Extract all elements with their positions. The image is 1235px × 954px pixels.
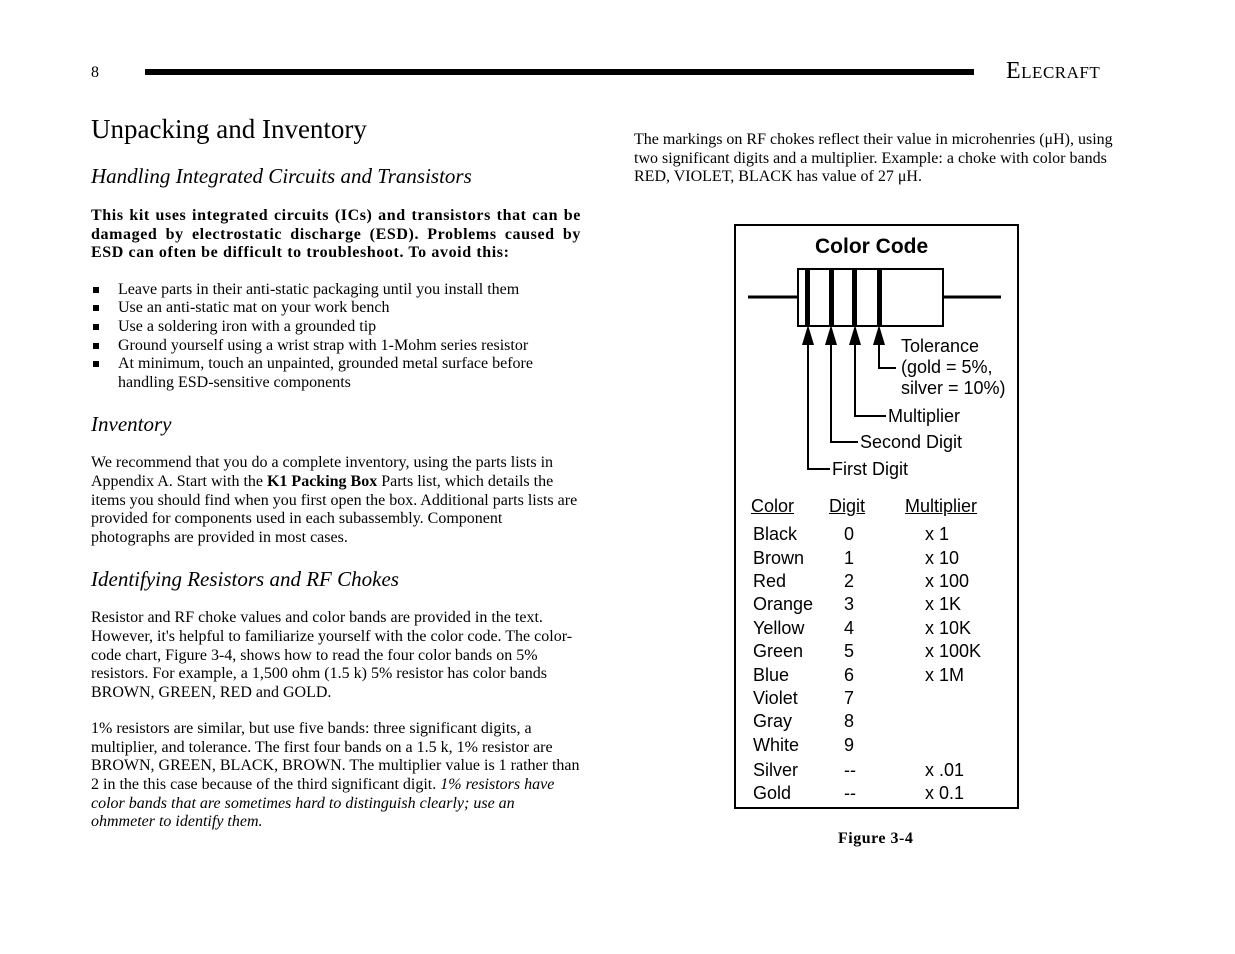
- digit-cell: --: [844, 760, 856, 780]
- leader-second-digit: [831, 345, 858, 442]
- table-header-digit: Digit: [829, 496, 866, 516]
- color-cell: Silver: [753, 760, 799, 780]
- list-item: Use an anti-static mat on your work bench: [91, 299, 581, 318]
- tolerance-label-line-2: (gold = 5%,: [901, 357, 993, 377]
- multiplier-cell: x 10K: [925, 618, 972, 638]
- tolerance-label: [901, 336, 1006, 399]
- list-item: At minimum, touch an unpainted, grounded metal surface before handling ESD-sensitive components: [91, 355, 581, 392]
- leader-first-digit: [808, 345, 830, 469]
- color-cell: Blue: [753, 665, 790, 685]
- figure-caption: Figure 3-4: [838, 830, 914, 847]
- color-cell: Gold: [753, 783, 792, 803]
- tolerance-label-line-1: Tolerance: [901, 336, 980, 356]
- digit-cell: 3: [844, 594, 855, 614]
- color-cell: Red: [753, 571, 787, 591]
- brand-rest: LECRAFT: [1021, 63, 1101, 82]
- color-cell: Violet: [753, 688, 798, 708]
- digit-cell: 7: [844, 688, 855, 708]
- left-column: [91, 112, 581, 832]
- table-header-color: Color: [751, 496, 795, 516]
- leader-tolerance: [879, 345, 896, 368]
- multiplier-cell: x 100K: [925, 641, 982, 661]
- arrow-tolerance: [873, 325, 885, 345]
- inventory-text-1: We recommend that you do a complete inventory, using the parts lists in Appendix A. Start with the: [91, 454, 554, 490]
- esd-warning: This kit uses integrated circuits (ICs) and transistors that can be damaged by electrostatic discharge (ESD). Problems caused by ESD can often be difficult to troubleshoot. To avoid this:: [91, 207, 581, 262]
- multiplier-label: Multiplier: [888, 406, 961, 426]
- page-number: 8: [91, 64, 99, 81]
- resistors-paragraph-1: Resistor and RF choke values and color bands are provided in the text. However, it's helpful to familiarize yourself with the color code. The color-code chart, Figure 3-4, shows how to read the four color bands on 5% resistors. For example, a 1,500 ohm (1.5 k) 5% resistor has color bands BROWN, GREEN, RED and GOLD.: [91, 609, 573, 701]
- header-rule: [145, 69, 974, 75]
- page-title: Unpacking and Inventory: [91, 114, 367, 144]
- digit-cell: 8: [844, 711, 855, 731]
- resistors-text-plain: 1% resistors are similar, but use five bands: three significant digits, a multiplier, and tolerance. The first four bands on a 1.5 k, 1% resistor are BROWN, GREEN, BLACK, BROWN. The multiplier value is 1 rather than 2 in the this case because of the third significant digit.: [91, 720, 580, 794]
- color-cell: Orange: [753, 594, 814, 614]
- band-first-digit: [805, 270, 810, 325]
- digit-cell: 9: [844, 735, 855, 755]
- first-digit-label: First Digit: [832, 459, 908, 479]
- color-code-figure: [734, 224, 1019, 809]
- brand-initial: E: [1006, 58, 1022, 84]
- leader-multiplier: [855, 345, 886, 416]
- multiplier-cell: x 1: [925, 524, 950, 544]
- esd-bullet-list: [91, 281, 581, 393]
- brand-name: [1006, 58, 1100, 85]
- digit-cell: 2: [844, 571, 855, 591]
- color-cell: Black: [753, 524, 798, 544]
- color-cell: Green: [753, 641, 804, 661]
- second-digit-label: Second Digit: [860, 432, 963, 452]
- arrow-second-digit: [825, 325, 837, 345]
- digit-cell: 6: [844, 665, 855, 685]
- arrow-multiplier: [849, 325, 861, 345]
- band-tolerance: [877, 270, 882, 325]
- inventory-paragraph: [91, 454, 581, 547]
- band-second-digit: [829, 270, 834, 325]
- multiplier-cell: x 10: [925, 548, 960, 568]
- color-code-title: Color Code: [815, 235, 929, 258]
- digit-cell: 4: [844, 618, 855, 638]
- multiplier-cell: x .01: [925, 760, 965, 780]
- color-cell: Gray: [753, 711, 793, 731]
- arrow-first-digit: [802, 325, 814, 345]
- digit-cell: --: [844, 783, 856, 803]
- tolerance-label-line-3: silver = 10%): [901, 378, 1006, 398]
- digit-cell: 1: [844, 548, 855, 568]
- list-item: Ground yourself using a wrist strap with 1-Mohm series resistor: [91, 337, 581, 356]
- digit-cell: 0: [844, 524, 855, 544]
- color-cell: Yellow: [753, 618, 805, 638]
- list-item: Use a soldering iron with a grounded tip: [91, 318, 581, 337]
- rf-choke-paragraph: The markings on RF chokes reflect their value in microhenries (μH), using two significant digits and a multiplier. Example: a choke with color bands RED, VIOLET, BLACK has value of 27 μH.: [634, 131, 1113, 186]
- multiplier-cell: x 1K: [925, 594, 962, 614]
- list-item: Leave parts in their anti-static packaging until you install them: [91, 281, 581, 300]
- multiplier-cell: x 0.1: [925, 783, 965, 803]
- band-multiplier: [852, 270, 857, 325]
- inventory-text-2: Parts list, which details the items you should find when you first open the box. Additional parts lists are provided for components used in each subassembly. Component photographs are provided in most cases.: [91, 472, 578, 546]
- inventory-text-bold: K1 Packing Box: [266, 472, 378, 490]
- esd-heading: Handling Integrated Circuits and Transistors: [91, 164, 472, 188]
- multiplier-cell: x 100: [925, 571, 970, 591]
- color-cell: White: [753, 735, 800, 755]
- resistors-heading: Identifying Resistors and RF Chokes: [91, 567, 399, 592]
- multiplier-cell: x 1M: [925, 665, 965, 685]
- resistors-text-italic: 1% resistors have color bands that are sometimes hard to distinguish clearly; use an ohmmeter to identify them.: [91, 776, 555, 831]
- table-header-multiplier: Multiplier: [905, 496, 978, 516]
- inventory-heading: Inventory: [91, 412, 172, 437]
- digit-cell: 5: [844, 641, 855, 661]
- color-cell: Brown: [753, 548, 805, 568]
- resistor-body: [798, 269, 943, 326]
- resistors-paragraph-2: [91, 720, 581, 832]
